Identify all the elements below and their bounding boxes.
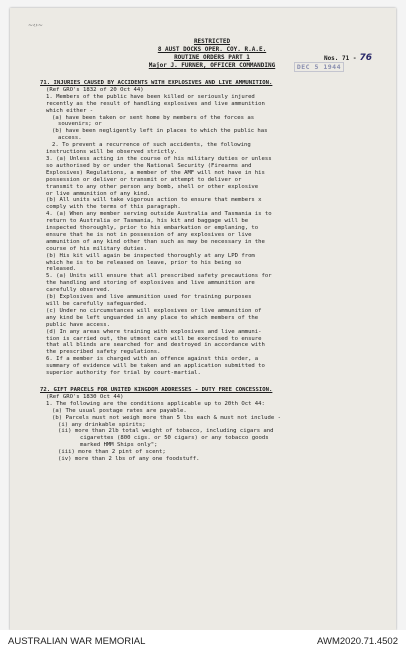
section-line: 2. To prevent a recurrence of such accidents, the following	[52, 142, 251, 149]
section-line: (a) have been taken or sent home by members of the forces as	[52, 114, 255, 121]
section-71-ref: (Ref GRO's 1832 of 20 Oct 44)	[46, 86, 144, 93]
section-72-ref: (Ref GRO's 1830 Oct 44)	[46, 393, 124, 400]
classification-header: RESTRICTED	[193, 38, 231, 45]
order-numbers-handwritten: 76	[359, 53, 372, 63]
section-line: (b) His kit will again be inspected thoroughly at any LPD from	[46, 252, 255, 259]
section-line: course of his military duties.	[46, 245, 148, 252]
archive-id: AWM2020.71.4502	[317, 636, 398, 647]
section-line: souvenirs; or	[58, 121, 102, 128]
section-line: public have access.	[46, 321, 110, 328]
section-line: summary of evidence will be taken and an application submitted to	[46, 363, 265, 370]
handwritten-mark: ~‹›~	[28, 22, 43, 29]
archive-footer	[0, 630, 406, 653]
section-line: so authorised by or under the National Security (Firearms and	[46, 162, 252, 169]
section-72-title: 72. GIFT PARCELS FOR UNITED KINGDOM ADDRESSES - DUTY FREE CONCESSION.	[40, 386, 273, 393]
order-numbers-printed: Nos. 71 -	[323, 55, 357, 62]
document-page	[10, 8, 396, 630]
section-line: 4. (a) When any member serving outside Australia and Tasmania is to	[46, 211, 272, 218]
section-line: will be carefully safeguarded.	[46, 301, 148, 307]
archive-name: AUSTRALIAN WAR MEMORIAL	[8, 636, 146, 647]
officer-row	[40, 62, 384, 70]
section-line: transmit to any other person any bomb, shell or other explosive	[46, 183, 259, 190]
section-line: (iv) more than 2 lbs of any one foodstuff.	[58, 456, 200, 463]
section-line: the prescribed safety regulations.	[46, 349, 161, 356]
section-line: (c) Under no circumstances will explosives or live ammunition of	[46, 307, 262, 314]
section-line: or live ammunition of any kind.	[46, 190, 151, 197]
section-72	[40, 387, 384, 463]
section-line: Explosives) Regulations, a member of the AMF will not have in his	[46, 169, 265, 176]
section-line: 1. Members of the public have been killed or seriously injured	[46, 93, 255, 100]
section-71	[40, 80, 384, 377]
section-line: access.	[58, 135, 82, 142]
section-line: return to Australia or Tasmania, his kit and baggage will be	[46, 218, 249, 225]
section-line: carefully observed.	[46, 287, 110, 294]
section-line: (b) Explosives and live ammunition used for training purposes	[46, 294, 252, 301]
section-line: 1. The following are the conditions applicable up to 20th Oct 44:	[46, 400, 265, 407]
section-line: tion is carried out, the utmost care will be exercised to ensure	[46, 335, 262, 342]
unit-name: 8 AUST DOCKS OPER. COY. R.A.E.	[157, 46, 267, 53]
section-line: (a) The usual postage rates are payable.	[52, 407, 187, 414]
section-71-title: 71. INJURIES CAUSED BY ACCIDENTS WITH EXPLOSIVES AND LIVE AMMUNITION.	[40, 80, 273, 86]
section-line: released.	[46, 266, 77, 273]
section-line: that all blinds are searched for and destroyed in accordance with	[46, 342, 265, 349]
date-stamp: DEC 5 1944	[294, 62, 344, 72]
section-line: superior authority for trial by court-martial.	[46, 370, 201, 377]
section-line: (iii) more than 2 pint of scent;	[58, 449, 166, 456]
section-line: instructions will be observed strictly.	[46, 149, 178, 156]
section-line: 3. (a) Unless acting in the course of his military duties or unless	[46, 155, 272, 162]
section-line: 6. If a member is charged with an offence against this order, a	[46, 356, 259, 363]
section-line: which he is to be released on leave, prior to his being so	[46, 259, 242, 266]
document-content	[10, 8, 396, 630]
section-line: (b) have been negligently left in places to which the public has	[52, 128, 268, 135]
section-line: any kind be left unguarded in any place to which members of the	[46, 314, 259, 321]
section-line: (b) Parcels must not weigh more than 5 lbs each & must not include -	[52, 414, 282, 421]
section-line: (d) In any areas where training with explosives and live ammuni-	[46, 328, 262, 335]
section-line: (i) any drinkable spirits;	[58, 421, 146, 428]
section-line: marked HMM Ships only";	[80, 442, 158, 449]
section-line: 5. (a) Units will ensure that all prescribed safety precautions for	[46, 273, 272, 280]
section-line: which either -	[46, 107, 94, 114]
section-line: comply with the terms of this paragraph.	[46, 204, 181, 211]
section-line: ensure that he is not in possession of any explosives or live	[46, 231, 252, 238]
section-line: ammunition of any kind other than such as may be necessary in the	[46, 238, 265, 245]
section-line: the handling and storing of explosives and live ammunition are	[46, 280, 255, 287]
orders-row	[40, 54, 384, 62]
section-line: possession or deliver or transmit or attempt to deliver or	[46, 176, 242, 183]
section-line: inspected thoroughly, prior to his embarkation or emplaning, to	[46, 225, 259, 232]
section-line: recently as the result of handling explosives and live ammunition	[46, 100, 265, 107]
section-line: (ii) more than 2lb total weight of tobacco, including cigars and	[58, 428, 274, 435]
orders-title: ROUTINE ORDERS PART 1	[174, 54, 250, 61]
officer-commanding: Major J. FURNER, OFFICER COMMANDING	[148, 62, 276, 69]
section-line: (b) All units will take vigorous action to ensure that members x	[46, 197, 262, 204]
section-line: cigarettes (800 cigs. or 50 cigars) or any tobacco goods	[80, 435, 269, 442]
